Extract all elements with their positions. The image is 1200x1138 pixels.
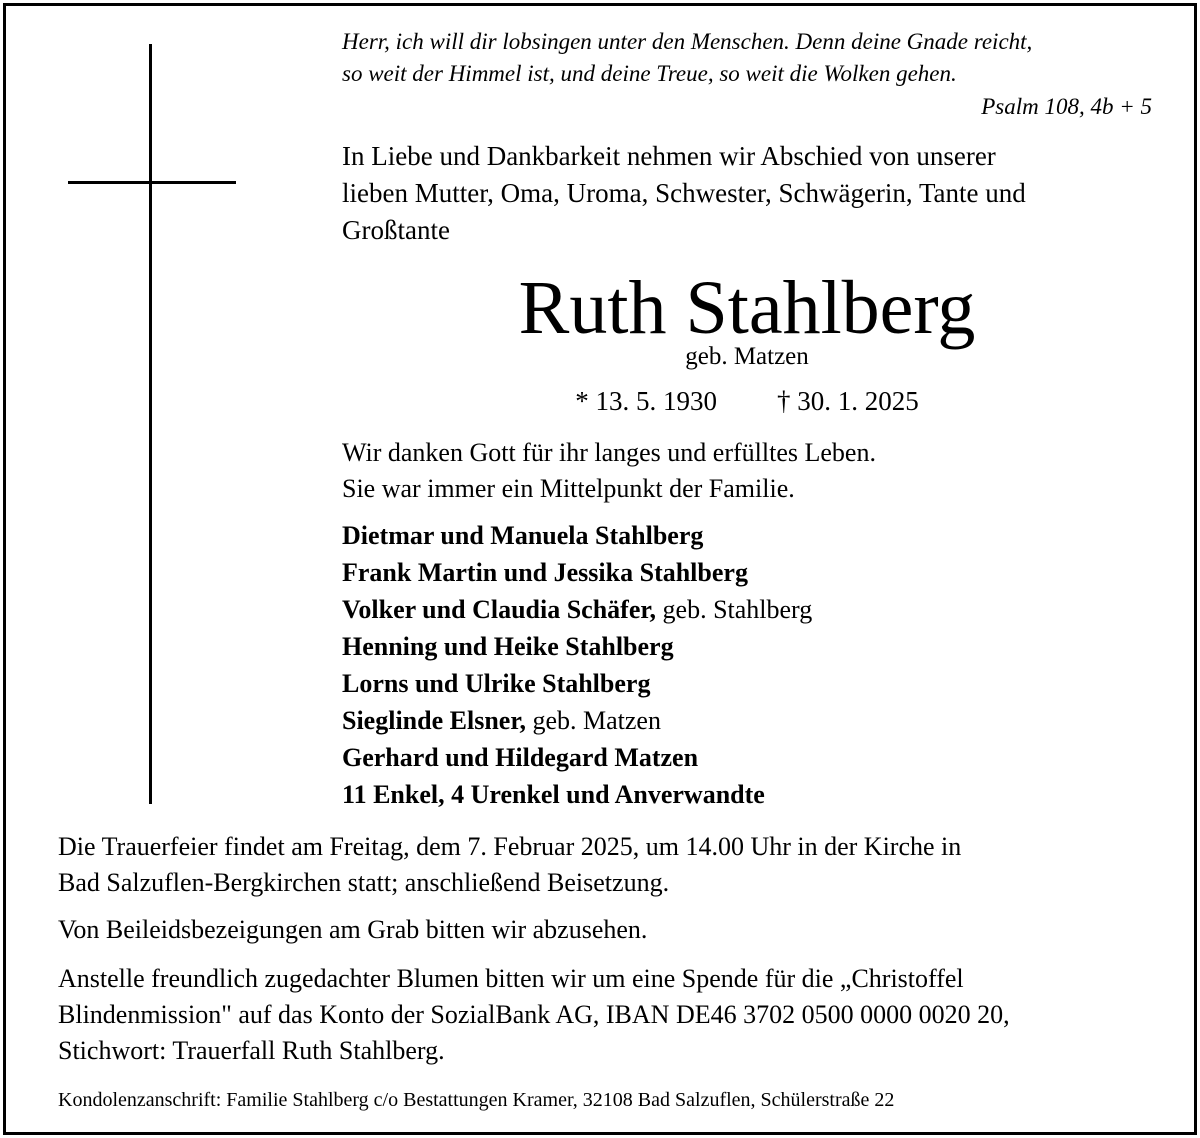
list-item [342, 739, 1142, 776]
list-item [342, 628, 1142, 665]
thanks-line: Sie war immer ein Mittelpunkt der Familie. [342, 474, 795, 503]
intro-line: lieben Mutter, Oma, Uroma, Schwester, Schwägerin, Tante und [342, 178, 1026, 208]
psalm-line: so weit der Himmel ist, und deine Treue, so weit die Wolken gehen. [342, 61, 957, 86]
list-item [342, 517, 1142, 554]
mourner-name: Henning und Heike Stahlberg [342, 632, 674, 661]
donation-line: Stichwort: Trauerfall Ruth Stahlberg. [58, 1036, 445, 1065]
condolence-address: Kondolenzanschrift: Familie Stahlberg c/o Bestattungen Kramer, 32108 Bad Salzuflen, Schülerstraße 22 [58, 1089, 895, 1111]
cross-vertical-bar [149, 44, 152, 804]
ceremony-line: Die Trauerfeier findet am Freitag, dem 7. Februar 2025, um 14.00 Uhr in der Kirche in [58, 832, 962, 861]
mourner-name: Lorns und Ulrike Stahlberg [342, 669, 651, 698]
mourner-name: Gerhard und Hildegard Matzen [342, 743, 699, 772]
death-date: † 30. 1. 2025 [777, 386, 919, 416]
thanks-line: Wir danken Gott für ihr langes und erfülltes Leben. [342, 438, 876, 467]
list-item [342, 591, 1142, 628]
maiden-name: geb. Matzen [685, 343, 809, 370]
donation-line: Anstelle freundlich zugedachter Blumen bitten wir um eine Spende für die „Christoffel [58, 964, 964, 993]
intro-line: Großtante [342, 215, 450, 245]
condolence-note: Von Beileidsbezeigungen am Grab bitten wir abzusehen. [58, 915, 648, 944]
life-dates [342, 383, 1152, 419]
donation-info [58, 961, 1168, 1069]
list-item [342, 776, 1142, 813]
intro-line: In Liebe und Dankbarkeit nehmen wir Abschied von unserer [342, 141, 996, 171]
mourner-name: Sieglinde Elsner, [342, 706, 526, 735]
list-item [342, 702, 1142, 739]
psalm-line: Herr, ich will dir lobsingen unter den Menschen. Denn deine Gnade reicht, [342, 29, 1033, 54]
list-item [342, 554, 1142, 591]
mourner-note: geb. Stahlberg [656, 595, 813, 624]
ceremony-line: Bad Salzuflen-Bergkirchen statt; anschließend Beisetzung. [58, 868, 670, 897]
donation-line: Blindenmission" auf das Konto der SozialBank AG, IBAN DE46 3702 0500 0000 0020 20, [58, 1000, 1010, 1029]
cross-horizontal-bar [68, 181, 236, 184]
list-item [342, 665, 1142, 702]
intro-text [342, 138, 1142, 249]
psalm-reference: Psalm 108, 4b + 5 [981, 94, 1152, 119]
mourner-name: 11 Enkel, 4 Urenkel und Anverwandte [342, 780, 765, 809]
mourner-note: geb. Matzen [525, 706, 661, 735]
deceased-name: Ruth Stahlberg [518, 266, 976, 350]
mourners-list [342, 517, 1142, 813]
psalm-quote [342, 26, 1152, 90]
thanks-text [342, 435, 1142, 507]
birth-date: * 13. 5. 1930 [575, 386, 717, 416]
mourner-name: Dietmar und Manuela Stahlberg [342, 521, 704, 550]
mourner-name: Volker und Claudia Schäfer, [342, 595, 657, 624]
ceremony-info [58, 829, 1168, 901]
mourner-name: Frank Martin und Jessika Stahlberg [342, 558, 748, 587]
